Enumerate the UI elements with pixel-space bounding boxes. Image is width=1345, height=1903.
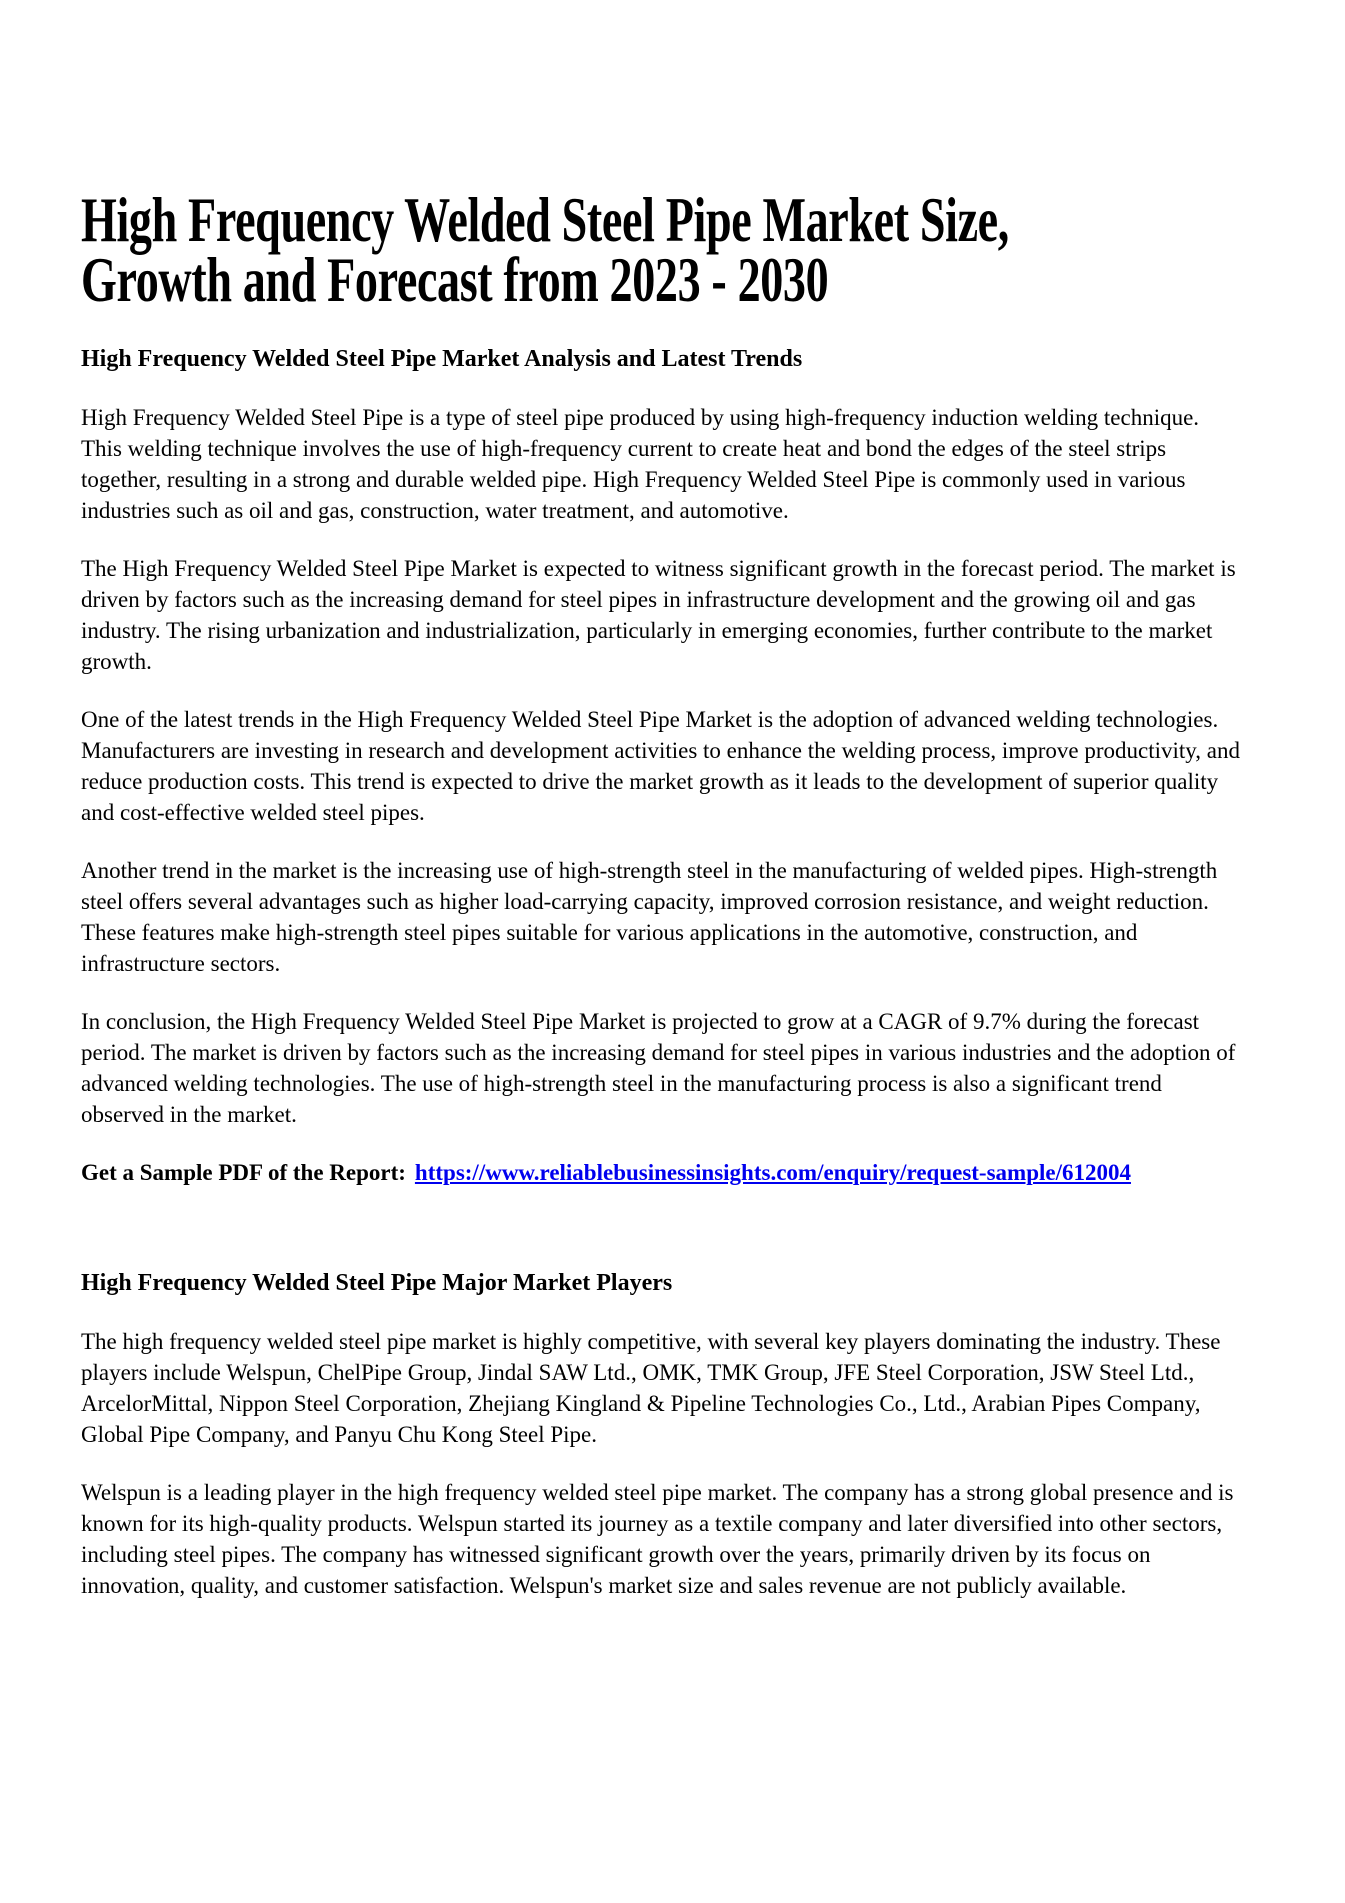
sample-report-label: Get a Sample PDF of the Report: <box>81 1160 406 1185</box>
paragraph-definition: High Frequency Welded Steel Pipe is a type of steel pipe produced by using high-frequency induction welding technique. This welding technique involves the use of high-frequency current to create heat and bond the edges of the steel strips together, resulting in a strong and durable welded pipe. High Frequency Welded Steel Pipe is commonly used in various industries such as oil and gas, construction, water treatment, and automotive. <box>81 405 1200 523</box>
paragraph-conclusion-cagr: In conclusion, the High Frequency Welded Steel Pipe Market is projected to grow at a CAGR of 9.7% during the forecast period. The market is driven by factors such as the increasing demand for steel pipes in various industries and the adoption of advanced welding technologies. The use of high-strength steel in the manufacturing process is also a significant trend observed in the market. <box>81 1009 1236 1127</box>
sample-report-link[interactable]: https://www.reliablebusinessinsights.com/enquiry/request-sample/612004 <box>414 1160 1131 1185</box>
paragraph-high-strength-steel: Another trend in the market is the increasing use of high-strength steel in the manufacturing of welded pipes. High-strength steel offers several advantages such as higher load-carrying capacity, improved corrosion resistance, and weight reduction. These features make high-strength steel pipes suitable for various applications in the automotive, construction, and infrastructure sectors. <box>81 858 1218 976</box>
section-heading-players: High Frequency Welded Steel Pipe Major Market Players <box>81 1270 673 1296</box>
sample-report-cta <box>81 1157 1241 1188</box>
paragraph-market-growth: The High Frequency Welded Steel Pipe Market is expected to witness significant growth in the forecast period. The market is driven by factors such as the increasing demand for steel pipes in infrastructure development and the growing oil and gas industry. The rising urbanization and industrialization, particularly in emerging economies, further contribute to the market growth. <box>81 556 1236 674</box>
paragraph-welding-trends: One of the latest trends in the High Frequency Welded Steel Pipe Market is the adoption of advanced welding technologies. Manufacturers are investing in research and development activities to enhance the welding process, improve productivity, and reduce production costs. This trend is expected to drive the market growth as it leads to the development of superior quality and cost-effective welded steel pipes. <box>81 707 1240 825</box>
report-title-line-1: High Frequency Welded Steel Pipe Market Size, <box>81 184 1009 255</box>
report-title-line-2: Growth and Forecast from 2023 - 2030 <box>81 244 829 315</box>
paragraph-key-players: The high frequency welded steel pipe market is highly competitive, with several key players dominating the industry. These players include Welspun, ChelPipe Group, Jindal SAW Ltd., OMK, TMK Group, JFE Steel Corporation, JSW Steel Ltd., ArcelorMittal, Nippon Steel Corporation, Zhejiang Kingland & Pipeline Technologies Co., Ltd., Arabian Pipes Company, Global Pipe Company, and Panyu Chu Kong Steel Pipe. <box>81 1329 1221 1447</box>
paragraph-welspun: Welspun is a leading player in the high frequency welded steel pipe market. The company has a strong global presence and is known for its high-quality products. Welspun started its journey as a textile company and later diversified into other sectors, including steel pipes. The company has witnessed significant growth over the years, primarily driven by its focus on innovation, quality, and customer satisfaction. Welspun's market size and sales revenue are not publicly available. <box>81 1480 1234 1598</box>
report-title <box>81 184 1241 315</box>
section-heading-analysis: High Frequency Welded Steel Pipe Market Analysis and Latest Trends <box>81 346 803 372</box>
